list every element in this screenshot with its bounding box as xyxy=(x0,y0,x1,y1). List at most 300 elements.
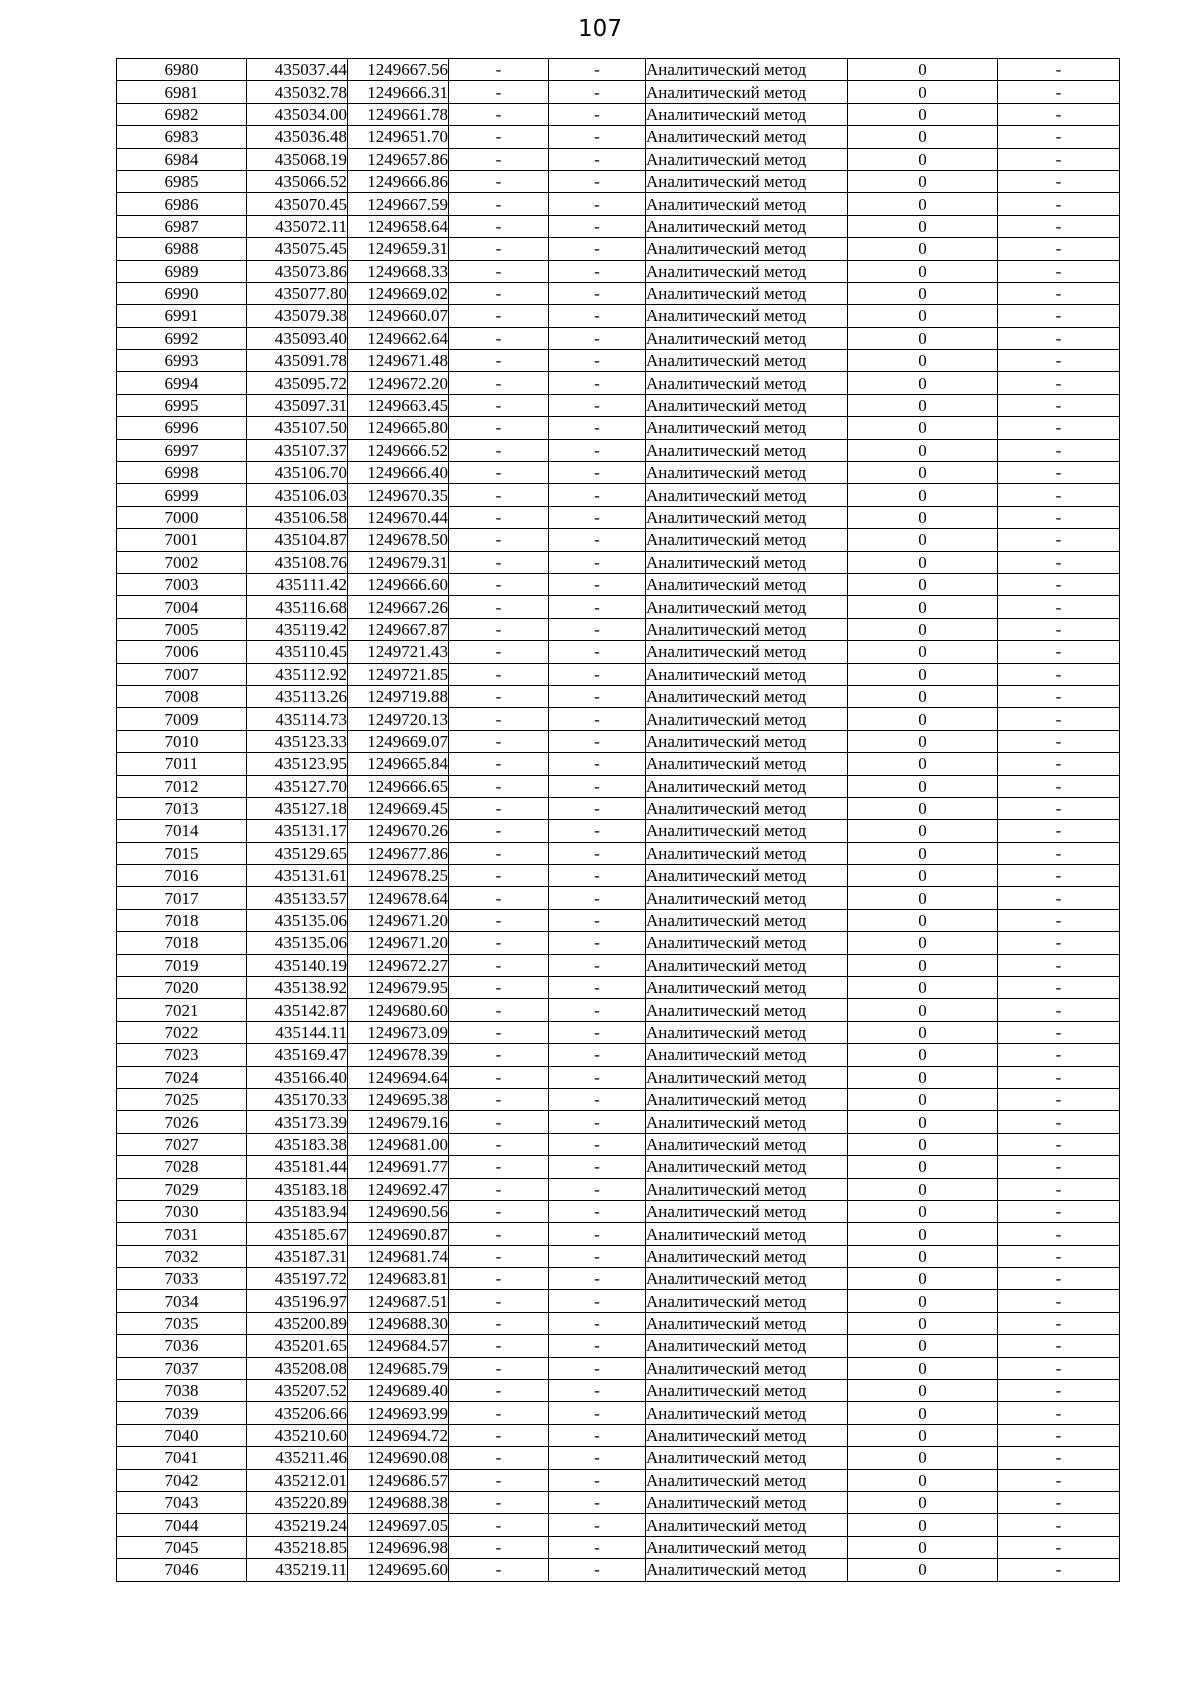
method-cell: Аналитический метод xyxy=(646,596,848,618)
dash-cell: - xyxy=(449,305,549,327)
dash-cell: - xyxy=(449,1200,549,1222)
method-cell: Аналитический метод xyxy=(646,1156,848,1178)
dash-cell: - xyxy=(998,1178,1120,1200)
dash-cell: - xyxy=(998,775,1120,797)
method-cell: Аналитический метод xyxy=(646,1290,848,1312)
y-coordinate-cell: 1249663.45 xyxy=(348,394,449,416)
y-coordinate-cell: 1249697.05 xyxy=(348,1514,449,1536)
dash-cell: - xyxy=(549,1021,646,1043)
dash-cell: - xyxy=(549,909,646,931)
table-row xyxy=(117,887,1120,909)
table-row xyxy=(117,685,1120,707)
point-number-cell: 7029 xyxy=(117,1178,247,1200)
y-coordinate-cell: 1249672.20 xyxy=(348,372,449,394)
error-value-cell: 0 xyxy=(848,1223,998,1245)
dash-cell: - xyxy=(549,618,646,640)
error-value-cell: 0 xyxy=(848,641,998,663)
table-row xyxy=(117,797,1120,819)
method-cell: Аналитический метод xyxy=(646,1044,848,1066)
error-value-cell: 0 xyxy=(848,820,998,842)
point-number-cell: 7034 xyxy=(117,1290,247,1312)
x-coordinate-cell: 435185.67 xyxy=(247,1223,348,1245)
table-row xyxy=(117,1357,1120,1379)
error-value-cell: 0 xyxy=(848,887,998,909)
y-coordinate-cell: 1249677.86 xyxy=(348,842,449,864)
method-cell: Аналитический метод xyxy=(646,887,848,909)
table-row xyxy=(117,238,1120,260)
y-coordinate-cell: 1249659.31 xyxy=(348,238,449,260)
table-row xyxy=(117,126,1120,148)
method-cell: Аналитический метод xyxy=(646,1559,848,1581)
x-coordinate-cell: 435187.31 xyxy=(247,1245,348,1267)
error-value-cell: 0 xyxy=(848,1200,998,1222)
point-number-cell: 6995 xyxy=(117,394,247,416)
dash-cell: - xyxy=(449,282,549,304)
y-coordinate-cell: 1249673.09 xyxy=(348,1021,449,1043)
point-number-cell: 6991 xyxy=(117,305,247,327)
point-number-cell: 7011 xyxy=(117,753,247,775)
error-value-cell: 0 xyxy=(848,1447,998,1469)
dash-cell: - xyxy=(449,1559,549,1581)
table-row xyxy=(117,1133,1120,1155)
dash-cell: - xyxy=(449,1268,549,1290)
point-number-cell: 7004 xyxy=(117,596,247,618)
table-row xyxy=(117,1424,1120,1446)
point-number-cell: 7023 xyxy=(117,1044,247,1066)
dash-cell: - xyxy=(549,193,646,215)
method-cell: Аналитический метод xyxy=(646,663,848,685)
dash-cell: - xyxy=(998,1156,1120,1178)
point-number-cell: 7018 xyxy=(117,909,247,931)
error-value-cell: 0 xyxy=(848,1312,998,1334)
error-value-cell: 0 xyxy=(848,618,998,640)
dash-cell: - xyxy=(549,327,646,349)
method-cell: Аналитический метод xyxy=(646,394,848,416)
point-number-cell: 7037 xyxy=(117,1357,247,1379)
y-coordinate-cell: 1249660.07 xyxy=(348,305,449,327)
error-value-cell: 0 xyxy=(848,1492,998,1514)
dash-cell: - xyxy=(998,193,1120,215)
error-value-cell: 0 xyxy=(848,238,998,260)
method-cell: Аналитический метод xyxy=(646,506,848,528)
error-value-cell: 0 xyxy=(848,999,998,1021)
table-row xyxy=(117,820,1120,842)
y-coordinate-cell: 1249672.27 xyxy=(348,954,449,976)
y-coordinate-cell: 1249689.40 xyxy=(348,1380,449,1402)
method-cell: Аналитический метод xyxy=(646,282,848,304)
method-cell: Аналитический метод xyxy=(646,1447,848,1469)
table-row xyxy=(117,932,1120,954)
x-coordinate-cell: 435181.44 xyxy=(247,1156,348,1178)
table-row xyxy=(117,573,1120,595)
x-coordinate-cell: 435107.50 xyxy=(247,417,348,439)
table-row xyxy=(117,260,1120,282)
dash-cell: - xyxy=(449,417,549,439)
point-number-cell: 6999 xyxy=(117,484,247,506)
error-value-cell: 0 xyxy=(848,1290,998,1312)
x-coordinate-cell: 435220.89 xyxy=(247,1492,348,1514)
dash-cell: - xyxy=(549,708,646,730)
dash-cell: - xyxy=(549,1245,646,1267)
x-coordinate-cell: 435200.89 xyxy=(247,1312,348,1334)
x-coordinate-cell: 435219.24 xyxy=(247,1514,348,1536)
method-cell: Аналитический метод xyxy=(646,529,848,551)
x-coordinate-cell: 435107.37 xyxy=(247,439,348,461)
dash-cell: - xyxy=(998,1514,1120,1536)
error-value-cell: 0 xyxy=(848,954,998,976)
error-value-cell: 0 xyxy=(848,596,998,618)
dash-cell: - xyxy=(449,260,549,282)
dash-cell: - xyxy=(549,1424,646,1446)
dash-cell: - xyxy=(449,1066,549,1088)
x-coordinate-cell: 435142.87 xyxy=(247,999,348,1021)
table-row xyxy=(117,506,1120,528)
y-coordinate-cell: 1249669.07 xyxy=(348,730,449,752)
table-row xyxy=(117,753,1120,775)
error-value-cell: 0 xyxy=(848,775,998,797)
point-number-cell: 7008 xyxy=(117,685,247,707)
method-cell: Аналитический метод xyxy=(646,103,848,125)
method-cell: Аналитический метод xyxy=(646,1335,848,1357)
dash-cell: - xyxy=(549,596,646,618)
dash-cell: - xyxy=(549,932,646,954)
error-value-cell: 0 xyxy=(848,327,998,349)
dash-cell: - xyxy=(449,887,549,909)
method-cell: Аналитический метод xyxy=(646,81,848,103)
dash-cell: - xyxy=(449,462,549,484)
method-cell: Аналитический метод xyxy=(646,685,848,707)
table-row xyxy=(117,103,1120,125)
x-coordinate-cell: 435127.18 xyxy=(247,797,348,819)
x-coordinate-cell: 435212.01 xyxy=(247,1469,348,1491)
table-row xyxy=(117,394,1120,416)
x-coordinate-cell: 435173.39 xyxy=(247,1111,348,1133)
dash-cell: - xyxy=(449,1469,549,1491)
table-row xyxy=(117,977,1120,999)
page-number: 107 xyxy=(578,16,622,42)
dash-cell: - xyxy=(998,797,1120,819)
dash-cell: - xyxy=(449,775,549,797)
dash-cell: - xyxy=(998,1245,1120,1267)
dash-cell: - xyxy=(549,1447,646,1469)
point-number-cell: 7010 xyxy=(117,730,247,752)
x-coordinate-cell: 435114.73 xyxy=(247,708,348,730)
dash-cell: - xyxy=(449,999,549,1021)
x-coordinate-cell: 435219.11 xyxy=(247,1559,348,1581)
method-cell: Аналитический метод xyxy=(646,1223,848,1245)
method-cell: Аналитический метод xyxy=(646,842,848,864)
point-number-cell: 7017 xyxy=(117,887,247,909)
x-coordinate-cell: 435095.72 xyxy=(247,372,348,394)
table-row xyxy=(117,865,1120,887)
method-cell: Аналитический метод xyxy=(646,350,848,372)
dash-cell: - xyxy=(449,1492,549,1514)
dash-cell: - xyxy=(449,730,549,752)
dash-cell: - xyxy=(998,618,1120,640)
y-coordinate-cell: 1249720.13 xyxy=(348,708,449,730)
y-coordinate-cell: 1249665.80 xyxy=(348,417,449,439)
dash-cell: - xyxy=(449,1021,549,1043)
table-row xyxy=(117,193,1120,215)
dash-cell: - xyxy=(549,1133,646,1155)
point-number-cell: 7006 xyxy=(117,641,247,663)
x-coordinate-cell: 435097.31 xyxy=(247,394,348,416)
y-coordinate-cell: 1249690.56 xyxy=(348,1200,449,1222)
x-coordinate-cell: 435207.52 xyxy=(247,1380,348,1402)
dash-cell: - xyxy=(549,753,646,775)
dash-cell: - xyxy=(549,170,646,192)
y-coordinate-cell: 1249666.52 xyxy=(348,439,449,461)
dash-cell: - xyxy=(549,305,646,327)
error-value-cell: 0 xyxy=(848,59,998,81)
point-number-cell: 7040 xyxy=(117,1424,247,1446)
dash-cell: - xyxy=(449,1536,549,1558)
dash-cell: - xyxy=(549,797,646,819)
point-number-cell: 7028 xyxy=(117,1156,247,1178)
error-value-cell: 0 xyxy=(848,81,998,103)
error-value-cell: 0 xyxy=(848,193,998,215)
y-coordinate-cell: 1249667.87 xyxy=(348,618,449,640)
y-coordinate-cell: 1249685.79 xyxy=(348,1357,449,1379)
dash-cell: - xyxy=(549,954,646,976)
dash-cell: - xyxy=(998,842,1120,864)
dash-cell: - xyxy=(549,1492,646,1514)
error-value-cell: 0 xyxy=(848,708,998,730)
table-row xyxy=(117,1380,1120,1402)
x-coordinate-cell: 435032.78 xyxy=(247,81,348,103)
dash-cell: - xyxy=(449,954,549,976)
error-value-cell: 0 xyxy=(848,730,998,752)
method-cell: Аналитический метод xyxy=(646,372,848,394)
x-coordinate-cell: 435106.03 xyxy=(247,484,348,506)
y-coordinate-cell: 1249671.20 xyxy=(348,932,449,954)
x-coordinate-cell: 435206.66 xyxy=(247,1402,348,1424)
point-number-cell: 7019 xyxy=(117,954,247,976)
dash-cell: - xyxy=(998,932,1120,954)
error-value-cell: 0 xyxy=(848,1245,998,1267)
dash-cell: - xyxy=(549,350,646,372)
point-number-cell: 7022 xyxy=(117,1021,247,1043)
dash-cell: - xyxy=(549,820,646,842)
table-row xyxy=(117,372,1120,394)
table-row xyxy=(117,1200,1120,1222)
table-row xyxy=(117,462,1120,484)
y-coordinate-cell: 1249671.20 xyxy=(348,909,449,931)
table-row xyxy=(117,1492,1120,1514)
y-coordinate-cell: 1249684.57 xyxy=(348,1335,449,1357)
method-cell: Аналитический метод xyxy=(646,1380,848,1402)
dash-cell: - xyxy=(449,126,549,148)
x-coordinate-cell: 435106.58 xyxy=(247,506,348,528)
table-row xyxy=(117,775,1120,797)
method-cell: Аналитический метод xyxy=(646,1536,848,1558)
y-coordinate-cell: 1249691.77 xyxy=(348,1156,449,1178)
table-row xyxy=(117,1514,1120,1536)
method-cell: Аналитический метод xyxy=(646,193,848,215)
dash-cell: - xyxy=(449,641,549,663)
dash-cell: - xyxy=(549,1156,646,1178)
y-coordinate-cell: 1249668.33 xyxy=(348,260,449,282)
y-coordinate-cell: 1249678.50 xyxy=(348,529,449,551)
dash-cell: - xyxy=(449,1335,549,1357)
x-coordinate-cell: 435072.11 xyxy=(247,215,348,237)
table-row xyxy=(117,1066,1120,1088)
method-cell: Аналитический метод xyxy=(646,170,848,192)
dash-cell: - xyxy=(549,1111,646,1133)
dash-cell: - xyxy=(449,753,549,775)
dash-cell: - xyxy=(549,977,646,999)
error-value-cell: 0 xyxy=(848,573,998,595)
y-coordinate-cell: 1249678.25 xyxy=(348,865,449,887)
point-number-cell: 6998 xyxy=(117,462,247,484)
table-row xyxy=(117,327,1120,349)
x-coordinate-cell: 435070.45 xyxy=(247,193,348,215)
x-coordinate-cell: 435036.48 xyxy=(247,126,348,148)
error-value-cell: 0 xyxy=(848,1469,998,1491)
dash-cell: - xyxy=(449,59,549,81)
y-coordinate-cell: 1249695.60 xyxy=(348,1559,449,1581)
error-value-cell: 0 xyxy=(848,685,998,707)
dash-cell: - xyxy=(449,842,549,864)
point-number-cell: 6989 xyxy=(117,260,247,282)
y-coordinate-cell: 1249693.99 xyxy=(348,1402,449,1424)
table-row xyxy=(117,641,1120,663)
method-cell: Аналитический метод xyxy=(646,820,848,842)
dash-cell: - xyxy=(449,1402,549,1424)
x-coordinate-cell: 435131.17 xyxy=(247,820,348,842)
point-number-cell: 6993 xyxy=(117,350,247,372)
dash-cell: - xyxy=(549,1380,646,1402)
x-coordinate-cell: 435113.26 xyxy=(247,685,348,707)
dash-cell: - xyxy=(549,1223,646,1245)
error-value-cell: 0 xyxy=(848,1536,998,1558)
dash-cell: - xyxy=(449,170,549,192)
dash-cell: - xyxy=(998,103,1120,125)
dash-cell: - xyxy=(998,954,1120,976)
dash-cell: - xyxy=(549,1268,646,1290)
x-coordinate-cell: 435066.52 xyxy=(247,170,348,192)
table-row xyxy=(117,1223,1120,1245)
dash-cell: - xyxy=(449,1447,549,1469)
method-cell: Аналитический метод xyxy=(646,999,848,1021)
table-row xyxy=(117,1536,1120,1558)
dash-cell: - xyxy=(549,462,646,484)
method-cell: Аналитический метод xyxy=(646,977,848,999)
dash-cell: - xyxy=(449,685,549,707)
y-coordinate-cell: 1249692.47 xyxy=(348,1178,449,1200)
method-cell: Аналитический метод xyxy=(646,1312,848,1334)
dash-cell: - xyxy=(449,1290,549,1312)
table-row xyxy=(117,618,1120,640)
point-number-cell: 7005 xyxy=(117,618,247,640)
dash-cell: - xyxy=(449,1514,549,1536)
y-coordinate-cell: 1249667.56 xyxy=(348,59,449,81)
dash-cell: - xyxy=(449,932,549,954)
point-number-cell: 7000 xyxy=(117,506,247,528)
method-cell: Аналитический метод xyxy=(646,865,848,887)
error-value-cell: 0 xyxy=(848,1044,998,1066)
x-coordinate-cell: 435034.00 xyxy=(247,103,348,125)
dash-cell: - xyxy=(998,1335,1120,1357)
dash-cell: - xyxy=(998,708,1120,730)
dash-cell: - xyxy=(449,372,549,394)
table-body xyxy=(117,59,1120,1582)
dash-cell: - xyxy=(449,820,549,842)
dash-cell: - xyxy=(998,887,1120,909)
x-coordinate-cell: 435073.86 xyxy=(247,260,348,282)
method-cell: Аналитический метод xyxy=(646,1200,848,1222)
dash-cell: - xyxy=(549,238,646,260)
point-number-cell: 7001 xyxy=(117,529,247,551)
y-coordinate-cell: 1249694.64 xyxy=(348,1066,449,1088)
dash-cell: - xyxy=(449,618,549,640)
dash-cell: - xyxy=(998,148,1120,170)
y-coordinate-cell: 1249666.31 xyxy=(348,81,449,103)
point-number-cell: 7039 xyxy=(117,1402,247,1424)
method-cell: Аналитический метод xyxy=(646,327,848,349)
method-cell: Аналитический метод xyxy=(646,932,848,954)
error-value-cell: 0 xyxy=(848,148,998,170)
dash-cell: - xyxy=(449,439,549,461)
x-coordinate-cell: 435133.57 xyxy=(247,887,348,909)
method-cell: Аналитический метод xyxy=(646,1268,848,1290)
y-coordinate-cell: 1249721.43 xyxy=(348,641,449,663)
y-coordinate-cell: 1249687.51 xyxy=(348,1290,449,1312)
dash-cell: - xyxy=(998,641,1120,663)
dash-cell: - xyxy=(998,573,1120,595)
dash-cell: - xyxy=(998,1223,1120,1245)
point-number-cell: 6981 xyxy=(117,81,247,103)
dash-cell: - xyxy=(998,865,1120,887)
dash-cell: - xyxy=(449,238,549,260)
dash-cell: - xyxy=(998,529,1120,551)
dash-cell: - xyxy=(549,663,646,685)
table-row xyxy=(117,350,1120,372)
y-coordinate-cell: 1249679.95 xyxy=(348,977,449,999)
dash-cell: - xyxy=(998,1021,1120,1043)
dash-cell: - xyxy=(549,372,646,394)
dash-cell: - xyxy=(998,1402,1120,1424)
dash-cell: - xyxy=(998,1133,1120,1155)
method-cell: Аналитический метод xyxy=(646,1245,848,1267)
y-coordinate-cell: 1249671.48 xyxy=(348,350,449,372)
dash-cell: - xyxy=(998,417,1120,439)
table-row xyxy=(117,999,1120,1021)
dash-cell: - xyxy=(449,1245,549,1267)
y-coordinate-cell: 1249695.38 xyxy=(348,1088,449,1110)
point-number-cell: 7013 xyxy=(117,797,247,819)
dash-cell: - xyxy=(998,1469,1120,1491)
dash-cell: - xyxy=(998,215,1120,237)
error-value-cell: 0 xyxy=(848,305,998,327)
error-value-cell: 0 xyxy=(848,1133,998,1155)
x-coordinate-cell: 435119.42 xyxy=(247,618,348,640)
error-value-cell: 0 xyxy=(848,753,998,775)
point-number-cell: 6982 xyxy=(117,103,247,125)
dash-cell: - xyxy=(998,685,1120,707)
dash-cell: - xyxy=(549,1402,646,1424)
y-coordinate-cell: 1249670.26 xyxy=(348,820,449,842)
dash-cell: - xyxy=(449,1088,549,1110)
x-coordinate-cell: 435116.68 xyxy=(247,596,348,618)
y-coordinate-cell: 1249680.60 xyxy=(348,999,449,1021)
table-row xyxy=(117,305,1120,327)
x-coordinate-cell: 435123.95 xyxy=(247,753,348,775)
dash-cell: - xyxy=(998,753,1120,775)
dash-cell: - xyxy=(549,126,646,148)
table-row xyxy=(117,1402,1120,1424)
method-cell: Аналитический метод xyxy=(646,215,848,237)
